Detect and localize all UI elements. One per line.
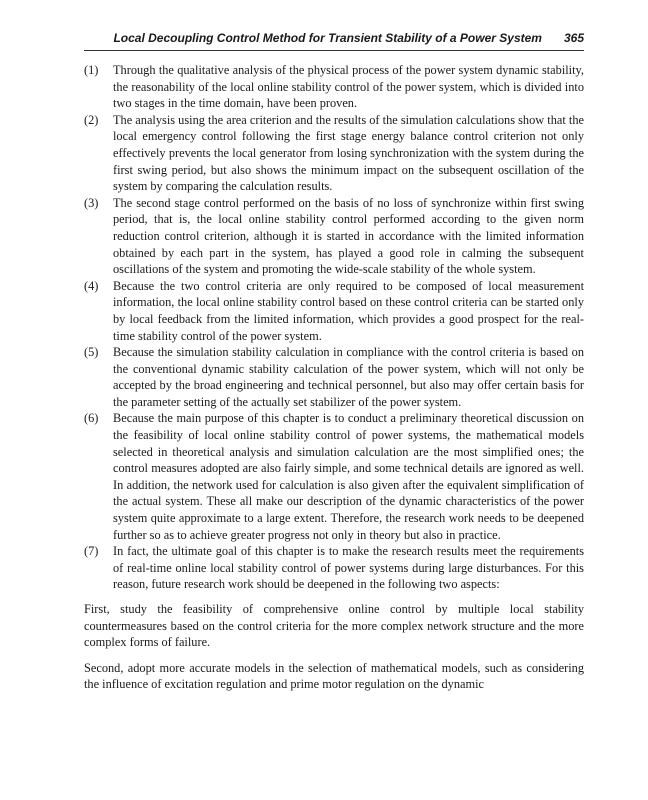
list-item-text: Because the main purpose of this chapter is to conduct a preliminary theoretical discussion on the feasibility of local online stability control of power systems, the mathematical models selected in theoretical analysis and simulation calculation are the most simplified ones; the control measures adopted are also fairly simple, and some technical details are ignored as well. In addition, the network used for calculation is also given after the equivalent simplification of the actual system. These all make our description of the dynamic characteristics of the power system quite approximate to a large extent. Therefore, the research work needs to be deepened further so as to achieve greater progress not only in theory but also in practice. bbox=[113, 411, 584, 542]
list-item-number: (1) bbox=[84, 63, 99, 77]
body-paragraph: First, study the feasibility of comprehensive online control by multiple local stability countermeasures based on the control criteria for the more complex network structure and the more complex forms of failure. bbox=[84, 602, 584, 650]
list-item bbox=[84, 410, 584, 543]
list-item-number: (4) bbox=[84, 278, 99, 293]
list-item-text: Because the two control criteria are only required to be composed of local measurement information, the local online stability control based on these control criteria can be started only by local feedback from the limited information, which provides a good prospect for the real-time stability control of the power system. bbox=[113, 278, 584, 343]
list-item-text: The analysis using the area criterion and the results of the simulation calculations show that the local emergency control following the first stage energy balance control criterion not only effectively prevents the local generator from losing synchronization with the system during the first swing period, but also shows the minimum impact on the subsequent oscillation of the system by comparing the calculation results. bbox=[113, 112, 584, 194]
page-number: 365 bbox=[563, 31, 584, 45]
list-item-text: The second stage control performed on the basis of no loss of synchronize within first swing period, that is, the local online stability control performed according to the given norm reduction control criterion, although it is started in accordance with the limited information obtained by each part in the system, has played a good role in calming the subsequent oscillations of the system and promoting the wide-scale stability of the whole system. bbox=[113, 195, 584, 277]
list-item bbox=[84, 344, 584, 410]
list-item bbox=[84, 112, 584, 195]
list-item-number: (3) bbox=[84, 195, 99, 210]
page-body bbox=[84, 62, 584, 693]
list-item bbox=[84, 195, 584, 278]
running-title: Local Decoupling Control Method for Transient Stability of a Power System bbox=[113, 31, 542, 45]
list-item bbox=[84, 543, 584, 593]
list-item bbox=[84, 278, 584, 344]
list-item-number: (2) bbox=[84, 112, 99, 127]
list-item-text: Because the simulation stability calculation in compliance with the control criteria is based on the conventional dynamic stability calculation of the power system, which will not only be accepted by the broad engineering and technical personnel, but also may offer certain basis for the parameter setting of the actually set stabilizer of the power system. bbox=[113, 345, 584, 409]
running-header bbox=[84, 31, 584, 45]
list-item-text: In fact, the ultimate goal of this chapter is to make the research results meet the requirements of real-time online local stability control of power systems during large disturbances. For this reason, future research work should be deepened in the following two aspects: bbox=[113, 544, 584, 592]
header-rule bbox=[84, 50, 584, 51]
conclusion-list bbox=[84, 62, 584, 593]
list-item-number: (5) bbox=[84, 345, 99, 360]
list-item-number: (7) bbox=[84, 544, 99, 559]
list-item bbox=[84, 62, 584, 112]
body-paragraph: Second, adopt more accurate models in the selection of mathematical models, such as considering the influence of excitation regulation and prime motor regulation on the dynamic bbox=[84, 660, 584, 692]
list-item-text: Through the qualitative analysis of the physical process of the power system dynamic stability, the reasonability of the local online stability control of the power system, which is divided into two stages in the time domain, have been proven. bbox=[113, 63, 584, 111]
list-item-number: (6) bbox=[84, 411, 99, 426]
